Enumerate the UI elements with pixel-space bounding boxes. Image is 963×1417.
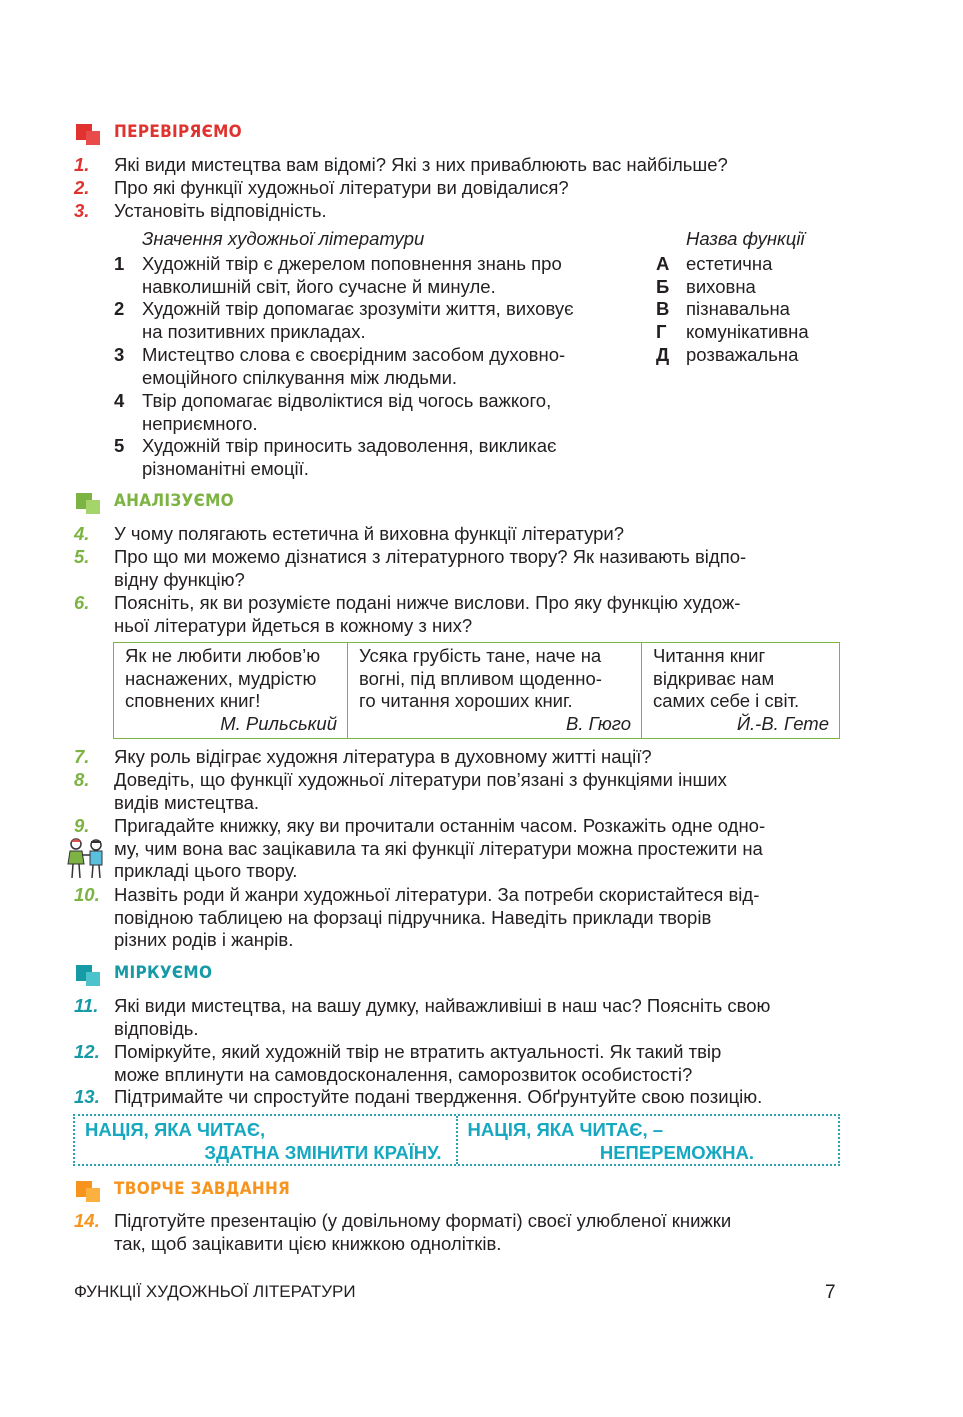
question-8: 8. Доведіть, що функції художньої літератури пов’язані з функціями інших видів мистецтва.: [74, 769, 727, 813]
section-title: МІРКУЄМО: [114, 963, 213, 983]
question-14: 14. Підготуйте презентацію (у довільному форматі) своєї улюбленої книжки так, щоб зацікавити цією книжкою однолітків.: [74, 1210, 732, 1254]
matching-right-item: В пізнавальна: [656, 298, 790, 319]
pair-work-icon: [64, 836, 110, 880]
section-title: ПЕРЕВІРЯЄМО: [114, 122, 242, 142]
question-3: 3. Установіть відповідність.: [74, 200, 327, 221]
page-number: 7: [825, 1282, 836, 1303]
quote-cell: Усяка грубість тане, наче на вогні, під впливом щоденно- го читання хороших книг. В. Гюго: [348, 643, 642, 739]
matching-left-heading: Значення художньої літератури: [142, 228, 425, 249]
section-header-think: [76, 962, 212, 984]
question-1: 1. Які види мистецтва вам відомі? Які з них приваблюють вас найбільше?: [74, 154, 728, 175]
motto-left: НАЦІЯ, ЯКА ЧИТАЄ, ЗДАТНА ЗМІНИТИ КРАЇНУ.: [85, 1119, 442, 1163]
matching-left-item: 5 Художній твір приносить задоволення, викликає різноманітні емоції.: [114, 435, 557, 479]
section-marker-icon: [76, 124, 92, 140]
quote-cell: Як не любити любов’ю наснажених, мудрістю сповнених книг! М. Рильський: [114, 643, 348, 739]
motto-right: НАЦІЯ, ЯКА ЧИТАЄ, – НЕПЕРЕМОЖНА.: [456, 1116, 839, 1164]
section-header-creative: [76, 1178, 290, 1200]
matching-left-item: 3 Мистецтво слова є своєрідним засобом духовно- емоційного спілкування між людьми.: [114, 344, 566, 388]
section-marker-icon: [76, 493, 92, 509]
matching-right-item: Г комунікативна: [656, 321, 809, 342]
quotes-table: [113, 642, 840, 739]
section-title: АНАЛІЗУЄМО: [114, 491, 234, 511]
quote-cell: Читання книг відкриває нам самих себе і світ. Й.-В. Гете: [642, 643, 840, 739]
section-marker-icon: [76, 965, 92, 981]
matching-right-item: Б виховна: [656, 276, 756, 297]
section-header-analyze: [76, 490, 234, 512]
question-9: 9. Пригадайте книжку, яку ви прочитали останнім часом. Розкажіть одне одно- му, чим вона вас зацікавила та які функції літератури можна простежити на прикладі цього твору.: [74, 815, 766, 881]
question-7: 7. Яку роль відіграє художня література в духовному житті нації?: [74, 746, 652, 767]
question-11: 11. Які види мистецтва, на вашу думку, найважливіші в наш час? Поясніть свою відповідь.: [74, 995, 771, 1039]
matching-right-heading: Назва функції: [686, 228, 805, 249]
question-5: 5. Про що ми можемо дізнатися з літературного твору? Як називають відпо- відну функцію?: [74, 546, 747, 590]
matching-left-item: 2 Художній твір допомагає зрозуміти життя, виховує на позитивних прикладах.: [114, 298, 574, 342]
quote-author: Й.-В. Гете: [736, 712, 829, 734]
matching-left-item: 4 Твір допомагає відволіктися від чогось важкого, неприємного.: [114, 390, 552, 434]
question-10: 10. Назвіть роди й жанри художньої літератури. За потреби скористайтеся від- повідною таблицею на форзаці підручника. Наведіть приклади творів різних родів і жанрів.: [74, 884, 760, 950]
question-2: 2. Про які функції художньої літератури ви довідалися?: [74, 177, 569, 198]
quote-author: В. Гюго: [566, 712, 631, 734]
question-13: 13. Підтримайте чи спростуйте подані твердження. Обґрунтуйте свою позицію.: [74, 1086, 763, 1107]
question-4: 4. У чому полягають естетична й виховна функції літератури?: [74, 523, 625, 544]
matching-left-item: 1 Художній твір є джерелом поповнення знань про навколишній світ, його сучасне й минуле.: [114, 253, 562, 297]
section-title: ТВОРЧЕ ЗАВДАННЯ: [114, 1179, 291, 1199]
section-marker-icon: [76, 1181, 92, 1197]
motto-box: [73, 1114, 840, 1166]
running-footer-title: ФУНКЦІЇ ХУДОЖНЬОЇ ЛІТЕРАТУРИ: [74, 1282, 356, 1301]
matching-right-item: А естетична: [656, 253, 773, 274]
section-header-check: [76, 121, 242, 143]
question-6: 6. Поясніть, як ви розумієте подані нижче вислови. Про яку функцію худож- ньої літератури йдеться в кожному з них?: [74, 592, 741, 636]
quote-author: М. Рильський: [220, 712, 337, 734]
matching-right-item: Д розважальна: [656, 344, 799, 365]
question-12: 12. Поміркуйте, який художній твір не втратить актуальності. Як такий твір може вплинути на самовдосконалення, саморозвиток особистості?: [74, 1041, 722, 1085]
